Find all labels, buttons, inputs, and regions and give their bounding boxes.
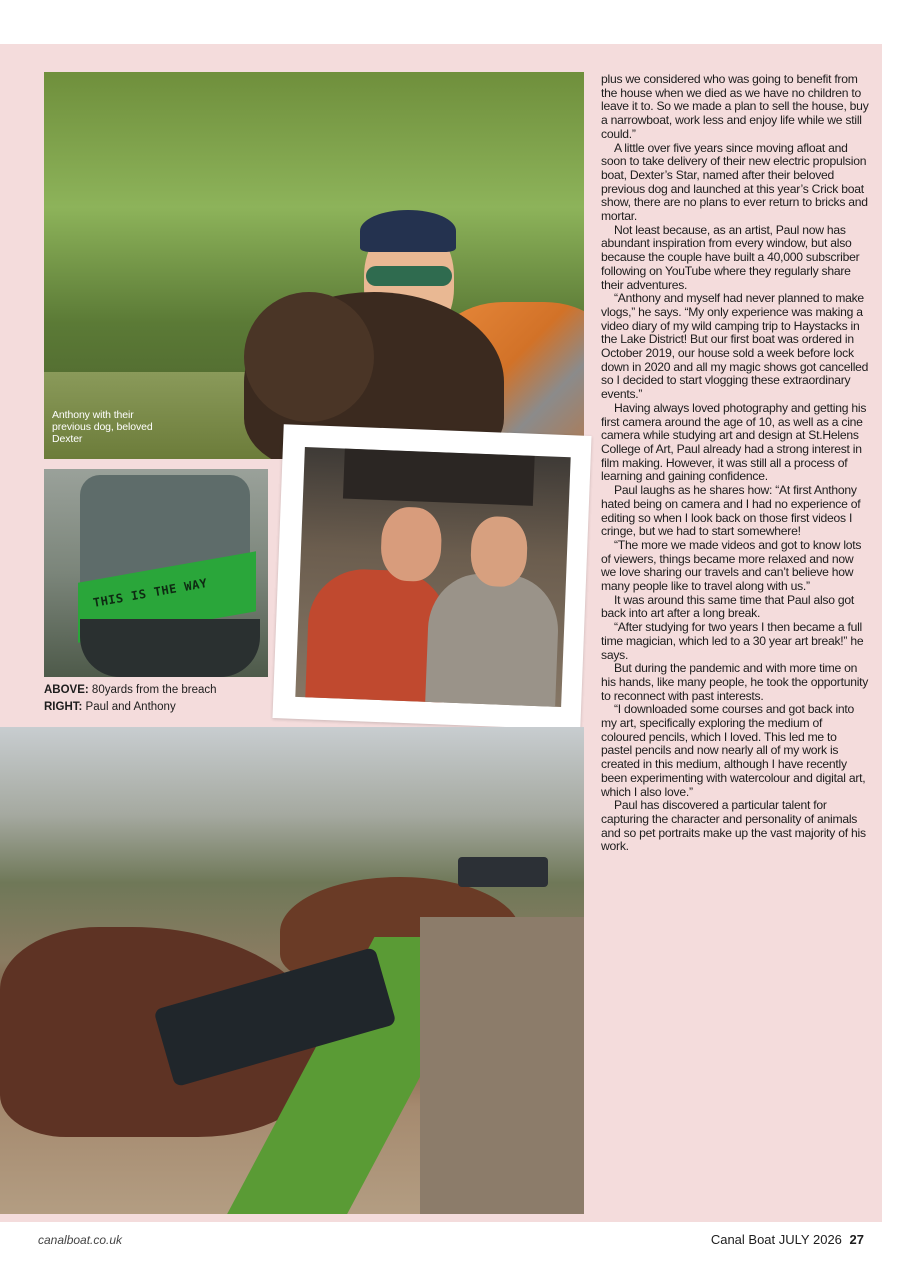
photo-caption-dog: Anthony with their previous dog, beloved Dexter: [52, 409, 153, 445]
caption-block: [44, 682, 274, 716]
cap: [360, 210, 456, 252]
photo-narrowboat-stern: [44, 469, 268, 677]
anthony-figure: [425, 572, 560, 707]
article-paragraph: Paul has discovered a particular talent for capturing the character and personality of animals and so pet portraits make up the vast majority of his work.: [601, 798, 866, 854]
distant-narrowboat: [458, 857, 548, 887]
caption-right-text: Paul and Anthony: [82, 701, 176, 713]
article-paragraph: It was around this same time that Paul also got back into art after a long break.: [601, 592, 854, 621]
boat-hull: [80, 619, 260, 677]
caption-above-text: 80yards from the breach: [88, 684, 217, 696]
photo-paul-and-anthony: [295, 447, 570, 707]
footer-website: canalboat.co.uk: [38, 1233, 123, 1247]
article-paragraph: But during the pandemic and with more time on his hands, like many people, he took the opportunity to reconnect with past interests.: [601, 661, 869, 703]
towpath: [420, 917, 584, 1214]
article-paragraph: Paul laughs as he shares how: “At first Anthony hated being on camera and I had no experience of editing so when I look back on those first videos I cringe, but we had to start somewhere!: [601, 483, 861, 539]
photo-anthony-with-dexter: [44, 72, 584, 459]
article-paragraph: Not least because, as an artist, Paul now has abundant inspiration from every window, but also because the couple have built a 40,000 subscriber following on YouTube where they regularly share their adventures.: [601, 222, 860, 292]
paul-head: [380, 506, 443, 582]
article-paragraph: “The more we made videos and got to know lots of viewers, things became more relaxed and now we love sharing our travels and can’t believe how many people like to travel along with us.”: [601, 537, 862, 594]
article-column: [601, 73, 869, 854]
anthony-head: [470, 516, 529, 588]
article-paragraph: Having always loved photography and getting his first camera around the age of 10, as well as a cine camera while studying art and design at St.Helens College of Art, Paul already had a strong interest in film making. However, it was still all a process of learning and gaining confidence.: [601, 400, 867, 484]
sunglasses: [366, 266, 452, 286]
footer-folio: [711, 1232, 864, 1247]
photo-frame-paul-anthony: [272, 424, 591, 730]
caption-above-label: ABOVE:: [44, 684, 89, 696]
caption-above: [44, 682, 274, 699]
photo-canal-breach: [0, 727, 584, 1214]
article-paragraph: plus we considered who was going to benefit from the house when we died as we have no children to leave it to. So we made a plan to sell the house, buy a narrowboat, work less and enjoy life while we still could.”: [601, 72, 869, 141]
caption-right: [44, 699, 274, 716]
boat-ceiling: [343, 449, 535, 506]
article-paragraph: A little over five years since moving afloat and soon to take delivery of their new electric propulsion boat, Dexter’s Star, named after their beloved previous dog and launched at this year’s Crick boat show, there are no plans to ever return to bricks and mortar.: [601, 140, 868, 224]
article-paragraph: “Anthony and myself had never planned to make vlogs,” he says. “My only experience was making a video diary of my wild camping trip to Haystacks in the Lake District! But our first boat was ordered in October 2019, our house sold a week before lock down in 2020 and all my magic shows got cancelled so I decided to start vlogging these extraordinary events.”: [601, 291, 869, 402]
caption-right-label: RIGHT:: [44, 701, 83, 713]
dog-head: [244, 292, 374, 422]
footer-issue: JULY 2026: [778, 1232, 842, 1247]
article-paragraph: “I downloaded some courses and got back into my art, specifically exploring the medium of coloured pencils, which I loved. This led me to pastel pencils and now nearly all of my work is created in this medium, although I have recently been experimenting with watercolour and digital art, which I also love.”: [601, 702, 866, 799]
boat-sign-text: THIS IS THE WAY: [91, 576, 209, 610]
article-paragraph: “After studying for two years I then became a full time magician, which led to a 30 year art break!” he says.: [601, 620, 864, 662]
footer-page-number: 27: [849, 1232, 864, 1247]
footer-publication: Canal Boat: [710, 1232, 776, 1247]
